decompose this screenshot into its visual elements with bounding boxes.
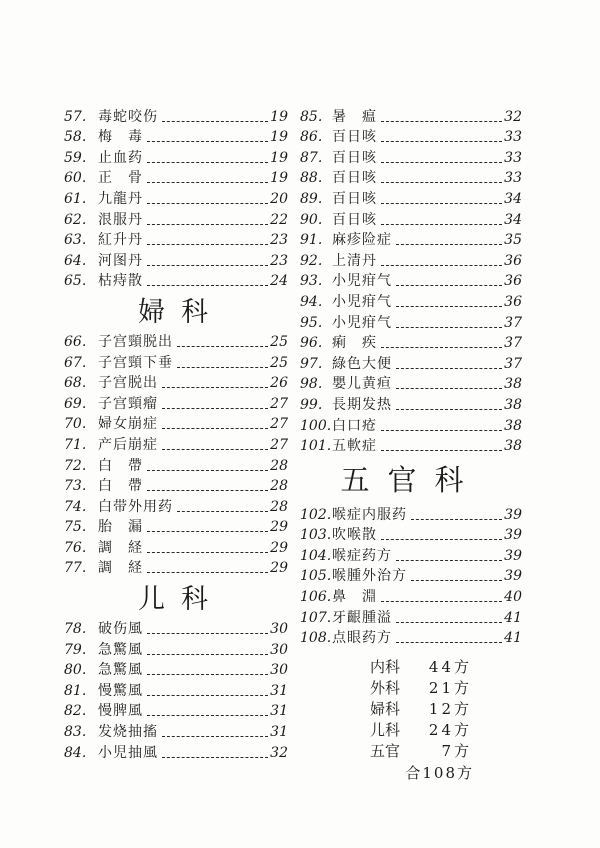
entry-number: 75. — [64, 519, 87, 536]
dotted-leader — [396, 327, 502, 328]
entry-page-number: 29 — [270, 560, 288, 577]
entry-title: 白 帶 — [98, 478, 143, 495]
entry-page-number: 39 — [504, 506, 522, 523]
entry-title: 鼻 淵 — [332, 589, 377, 606]
entry-number: 104. — [300, 547, 332, 564]
toc-entry — [64, 474, 288, 495]
section-title-gynecology: 婦科 — [138, 296, 224, 328]
summary-value: 21方 — [428, 679, 472, 697]
entry-number: 74. — [64, 498, 87, 515]
dotted-leader — [381, 141, 502, 142]
entry-number: 84. — [64, 744, 87, 761]
entry-title: 麻疹险症 — [332, 232, 392, 249]
dotted-leader — [177, 511, 268, 512]
dotted-leader — [147, 470, 268, 471]
summary-label: 外科 — [369, 679, 400, 697]
toc-entry — [300, 351, 522, 372]
entry-number: 61. — [64, 190, 87, 207]
entry-title: 胎 漏 — [98, 519, 143, 536]
toc-entry — [300, 564, 522, 585]
dotted-leader — [381, 347, 502, 348]
entry-title: 喉症内服药 — [332, 506, 407, 523]
dotted-leader — [162, 757, 268, 758]
dotted-leader — [396, 560, 502, 561]
entry-page-number: 25 — [270, 354, 288, 371]
toc-entry — [64, 556, 288, 577]
toc-entry — [64, 719, 288, 740]
toc-entry — [64, 145, 288, 166]
entry-title: 吹喉散 — [332, 527, 377, 544]
entry-title: 子宫頸下垂 — [98, 354, 173, 371]
toc-entry — [64, 412, 288, 433]
entry-page-number: 30 — [270, 641, 288, 658]
dotted-leader — [396, 622, 502, 623]
entry-page-number: 23 — [270, 232, 288, 249]
entry-number: 100. — [300, 417, 332, 434]
toc-entry — [64, 125, 288, 146]
dotted-leader — [162, 428, 268, 429]
entry-title: 正 骨 — [98, 170, 143, 187]
entry-title: 慢驚風 — [98, 682, 143, 699]
toc-entry — [64, 371, 288, 392]
entry-number: 94. — [300, 293, 323, 310]
entry-title: 白带外用药 — [98, 498, 173, 515]
entry-title: 五軟症 — [332, 438, 377, 455]
entry-number: 68. — [64, 375, 87, 392]
toc-entry — [64, 248, 288, 269]
entry-page-number: 23 — [270, 252, 288, 269]
entry-title: 急驚風 — [98, 662, 143, 679]
toc-entry — [300, 269, 522, 290]
entry-number: 72. — [64, 457, 87, 474]
entry-page-number: 36 — [504, 273, 522, 290]
entry-number: 71. — [64, 436, 87, 453]
dotted-leader — [396, 285, 502, 286]
dotted-leader — [147, 182, 268, 183]
dotted-leader — [147, 572, 268, 573]
entry-page-number: 35 — [504, 232, 522, 249]
entry-title: 泿服丹 — [98, 211, 143, 228]
dotted-leader — [177, 346, 268, 347]
summary-row — [360, 698, 480, 719]
entry-page-number: 39 — [504, 547, 522, 564]
entry-title: 百日咳 — [332, 149, 377, 166]
entry-page-number: 33 — [504, 129, 522, 146]
entry-number: 106. — [300, 589, 332, 606]
dotted-leader — [396, 244, 502, 245]
toc-entry — [64, 186, 288, 207]
summary-value: 24方 — [428, 721, 472, 739]
toc-entry — [300, 372, 522, 393]
entry-title: 慢脾風 — [98, 703, 143, 720]
dotted-leader — [396, 306, 502, 307]
toc-entry — [300, 125, 522, 146]
entry-number: 64. — [64, 252, 87, 269]
entry-title: 九龍丹 — [98, 190, 143, 207]
toc-entry — [300, 502, 522, 523]
entry-title: 調 経 — [98, 560, 143, 577]
summary-total: 合108方 — [405, 764, 474, 782]
entry-number: 62. — [64, 211, 87, 228]
entry-number: 97. — [300, 355, 323, 372]
entry-number: 83. — [64, 724, 87, 741]
entry-page-number: 28 — [270, 478, 288, 495]
toc-entry — [300, 310, 522, 331]
section-title-pediatrics: 儿科 — [138, 583, 224, 615]
entry-number: 57. — [64, 108, 87, 125]
entry-page-number: 41 — [504, 609, 522, 626]
dotted-leader — [396, 642, 502, 643]
entry-page-number: 29 — [270, 519, 288, 536]
dotted-leader — [411, 580, 502, 581]
entry-page-number: 37 — [504, 314, 522, 331]
entry-page-number: 27 — [270, 436, 288, 453]
dotted-leader — [381, 224, 502, 225]
entry-number: 87. — [300, 149, 323, 166]
dotted-leader — [162, 121, 268, 122]
entry-number: 102. — [300, 506, 332, 523]
entry-number: 95. — [300, 314, 323, 331]
entry-number: 93. — [300, 273, 323, 290]
entry-number: 73. — [64, 478, 87, 495]
toc-entry — [300, 248, 522, 269]
entry-title: 百日咳 — [332, 190, 377, 207]
entry-title: 产后崩症 — [98, 436, 158, 453]
entry-title: 百日咳 — [332, 211, 377, 228]
dotted-leader — [381, 121, 502, 122]
entry-page-number: 19 — [270, 170, 288, 187]
entry-title: 牙齦腫溢 — [332, 609, 392, 626]
entry-page-number: 38 — [504, 438, 522, 455]
entry-number: 77. — [64, 560, 87, 577]
toc-entry — [300, 584, 522, 605]
entry-title: 百日咳 — [332, 170, 377, 187]
entry-number: 86. — [300, 129, 323, 146]
entry-number: 85. — [300, 108, 323, 125]
toc-entry — [300, 145, 522, 166]
entry-number: 66. — [64, 333, 87, 350]
entry-page-number: 31 — [270, 724, 288, 741]
entry-page-number: 40 — [504, 589, 522, 606]
entry-number: 103. — [300, 527, 332, 544]
entry-page-number: 29 — [270, 539, 288, 556]
entry-number: 105. — [300, 568, 332, 585]
entry-number: 58. — [64, 129, 87, 146]
entry-page-number: 27 — [270, 395, 288, 412]
toc-entry — [300, 331, 522, 352]
entry-page-number: 36 — [504, 293, 522, 310]
dotted-leader — [381, 265, 502, 266]
toc-entry — [64, 391, 288, 412]
entry-number: 60. — [64, 170, 87, 187]
toc-entry — [64, 104, 288, 125]
dotted-leader — [396, 409, 502, 410]
entry-title: 发烧抽搐 — [98, 724, 158, 741]
entry-title: 喉腫外治方 — [332, 568, 407, 585]
toc-entry — [64, 207, 288, 228]
left-group-3 — [64, 616, 288, 760]
entry-page-number: 30 — [270, 621, 288, 638]
entry-title: 百日咳 — [332, 129, 377, 146]
dotted-leader — [147, 203, 268, 204]
entry-number: 70. — [64, 416, 87, 433]
dotted-leader — [147, 633, 268, 634]
entry-page-number: 38 — [504, 396, 522, 413]
entry-page-number: 19 — [270, 149, 288, 166]
entry-number: 76. — [64, 539, 87, 556]
entry-number: 63. — [64, 232, 87, 249]
entry-page-number: 25 — [270, 333, 288, 350]
dotted-leader — [147, 695, 268, 696]
entry-title: 小児疳气 — [332, 314, 392, 331]
entry-page-number: 27 — [270, 416, 288, 433]
left-column — [64, 104, 288, 761]
entry-page-number: 34 — [504, 190, 522, 207]
summary-value: 12方 — [428, 700, 472, 718]
entry-number: 79. — [64, 641, 87, 658]
entry-page-number: 32 — [270, 744, 288, 761]
dotted-leader — [147, 244, 268, 245]
summary-value: 7方 — [441, 742, 472, 760]
right-group-2 — [300, 502, 522, 646]
dotted-leader — [162, 449, 268, 450]
entry-page-number: 38 — [504, 417, 522, 434]
entry-title: 急驚風 — [98, 641, 143, 658]
dotted-leader — [381, 203, 502, 204]
entry-page-number: 39 — [504, 568, 522, 585]
entry-number: 92. — [300, 252, 323, 269]
dotted-leader — [177, 367, 268, 368]
entry-page-number: 20 — [270, 190, 288, 207]
left-group-1 — [64, 104, 288, 289]
entry-page-number: 28 — [270, 457, 288, 474]
dotted-leader — [381, 182, 502, 183]
summary-label: 儿科 — [369, 721, 400, 739]
entry-title: 長期发热 — [332, 396, 392, 413]
dotted-leader — [396, 368, 502, 369]
entry-page-number: 19 — [270, 129, 288, 146]
entry-page-number: 34 — [504, 211, 522, 228]
entry-number: 65. — [64, 273, 87, 290]
entry-page-number: 22 — [270, 211, 288, 228]
entry-page-number: 33 — [504, 170, 522, 187]
entry-number: 80. — [64, 662, 87, 679]
entry-title: 梅 毒 — [98, 129, 143, 146]
entry-page-number: 36 — [504, 252, 522, 269]
entry-number: 78. — [64, 621, 87, 638]
dotted-leader — [147, 224, 268, 225]
toc-entry — [64, 453, 288, 474]
entry-title: 痢 疾 — [332, 335, 377, 352]
entry-title: 点眼药方 — [332, 630, 392, 647]
entry-title: 枯痔散 — [98, 273, 143, 290]
entry-number: 107. — [300, 609, 332, 626]
summary-label: 内科 — [369, 658, 400, 676]
entry-number: 88. — [300, 170, 323, 187]
right-group-1 — [300, 104, 522, 454]
entry-page-number: 33 — [504, 149, 522, 166]
right-column — [300, 104, 522, 646]
toc-entry — [64, 228, 288, 249]
toc-entry — [300, 626, 522, 647]
entry-title: 嬰儿黄疸 — [332, 376, 392, 393]
toc-entry — [64, 329, 288, 350]
entry-page-number: 41 — [504, 630, 522, 647]
entry-number: 69. — [64, 395, 87, 412]
summary-label: 婦科 — [369, 700, 400, 718]
entry-title: 子宫頸脱出 — [98, 333, 173, 350]
entry-title: 調 経 — [98, 539, 143, 556]
summary-row — [360, 677, 480, 698]
toc-entry — [300, 207, 522, 228]
entry-number: 89. — [300, 190, 323, 207]
entry-number: 67. — [64, 354, 87, 371]
entry-title: 破伤風 — [98, 621, 143, 638]
entry-title: 河图丹 — [98, 252, 143, 269]
dotted-leader — [396, 388, 502, 389]
entry-title: 小児疳气 — [332, 273, 392, 290]
dotted-leader — [381, 450, 502, 451]
toc-entry — [64, 350, 288, 371]
toc-entry — [300, 228, 522, 249]
dotted-leader — [147, 285, 268, 286]
dotted-leader — [147, 490, 268, 491]
summary-value: 44方 — [428, 658, 472, 676]
entry-title: 紅升丹 — [98, 232, 143, 249]
dotted-leader — [147, 531, 268, 532]
entry-number: 90. — [300, 211, 323, 228]
entry-title: 毒蛇咬伤 — [98, 108, 158, 125]
entry-number: 98. — [300, 376, 323, 393]
dotted-leader — [381, 430, 502, 431]
entry-page-number: 19 — [270, 108, 288, 125]
entry-title: 子宫脱出 — [98, 375, 158, 392]
dotted-leader — [147, 674, 268, 675]
toc-entry — [300, 104, 522, 125]
toc-entry — [64, 535, 288, 556]
dotted-leader — [147, 715, 268, 716]
entry-page-number: 24 — [270, 273, 288, 290]
dotted-leader — [411, 519, 502, 520]
summary-rows — [360, 656, 480, 761]
summary-row — [360, 656, 480, 677]
entry-page-number: 37 — [504, 355, 522, 372]
entry-number: 101. — [300, 438, 332, 455]
dotted-leader — [147, 552, 268, 553]
toc-entry — [64, 637, 288, 658]
entry-page-number: 28 — [270, 498, 288, 515]
dotted-leader — [162, 387, 268, 388]
entry-title: 暑 瘟 — [332, 108, 377, 125]
toc-entry — [64, 699, 288, 720]
entry-page-number: 32 — [504, 108, 522, 125]
dotted-leader — [381, 162, 502, 163]
entry-title: 白 帶 — [98, 457, 143, 474]
entry-title: 止血药 — [98, 149, 143, 166]
entry-page-number: 31 — [270, 703, 288, 720]
dotted-leader — [147, 265, 268, 266]
summary-label: 五官 — [369, 742, 400, 760]
entry-number: 82. — [64, 703, 87, 720]
toc-entry — [300, 543, 522, 564]
toc-entry — [300, 186, 522, 207]
summary-block — [360, 656, 480, 783]
toc-entry — [300, 392, 522, 413]
entry-page-number: 37 — [504, 335, 522, 352]
entry-title: 子宫頸瘤 — [98, 395, 158, 412]
dotted-leader — [162, 408, 268, 409]
toc-entry — [300, 413, 522, 434]
dotted-leader — [381, 539, 502, 540]
toc-entry — [64, 432, 288, 453]
toc-entry — [64, 515, 288, 536]
dotted-leader — [147, 141, 268, 142]
entry-number: 59. — [64, 149, 87, 166]
dotted-leader — [381, 601, 502, 602]
entry-title: 喉症药方 — [332, 547, 392, 564]
entry-number: 96. — [300, 335, 323, 352]
summary-row — [360, 740, 480, 761]
dotted-leader — [147, 654, 268, 655]
entry-number: 81. — [64, 682, 87, 699]
entry-number: 108. — [300, 630, 332, 647]
toc-entry — [64, 494, 288, 515]
toc-entry — [64, 658, 288, 679]
toc-entry — [300, 289, 522, 310]
entry-page-number: 31 — [270, 682, 288, 699]
toc-entry — [300, 434, 522, 455]
entry-title: 小児抽風 — [98, 744, 158, 761]
entry-title: 白口疮 — [332, 417, 377, 434]
toc-entry — [64, 616, 288, 637]
entry-page-number: 26 — [270, 375, 288, 392]
entry-page-number: 30 — [270, 662, 288, 679]
toc-entry — [64, 740, 288, 761]
entry-title: 婦女崩症 — [98, 416, 158, 433]
toc-entry — [64, 166, 288, 187]
entry-page-number: 38 — [504, 376, 522, 393]
entry-number: 91. — [300, 232, 323, 249]
toc-entry — [300, 605, 522, 626]
entry-title: 綠色大便 — [332, 355, 392, 372]
section-title-ent: 五官科 — [340, 462, 482, 497]
entry-title: 小児疳气 — [332, 293, 392, 310]
dotted-leader — [147, 162, 268, 163]
toc-entry — [300, 523, 522, 544]
summary-row — [360, 719, 480, 740]
toc-entry — [64, 269, 288, 290]
entry-page-number: 39 — [504, 527, 522, 544]
toc-entry — [300, 166, 522, 187]
entry-title: 上清丹 — [332, 252, 377, 269]
entry-number: 99. — [300, 396, 323, 413]
left-group-2 — [64, 329, 288, 576]
dotted-leader — [162, 736, 268, 737]
toc-entry — [64, 678, 288, 699]
